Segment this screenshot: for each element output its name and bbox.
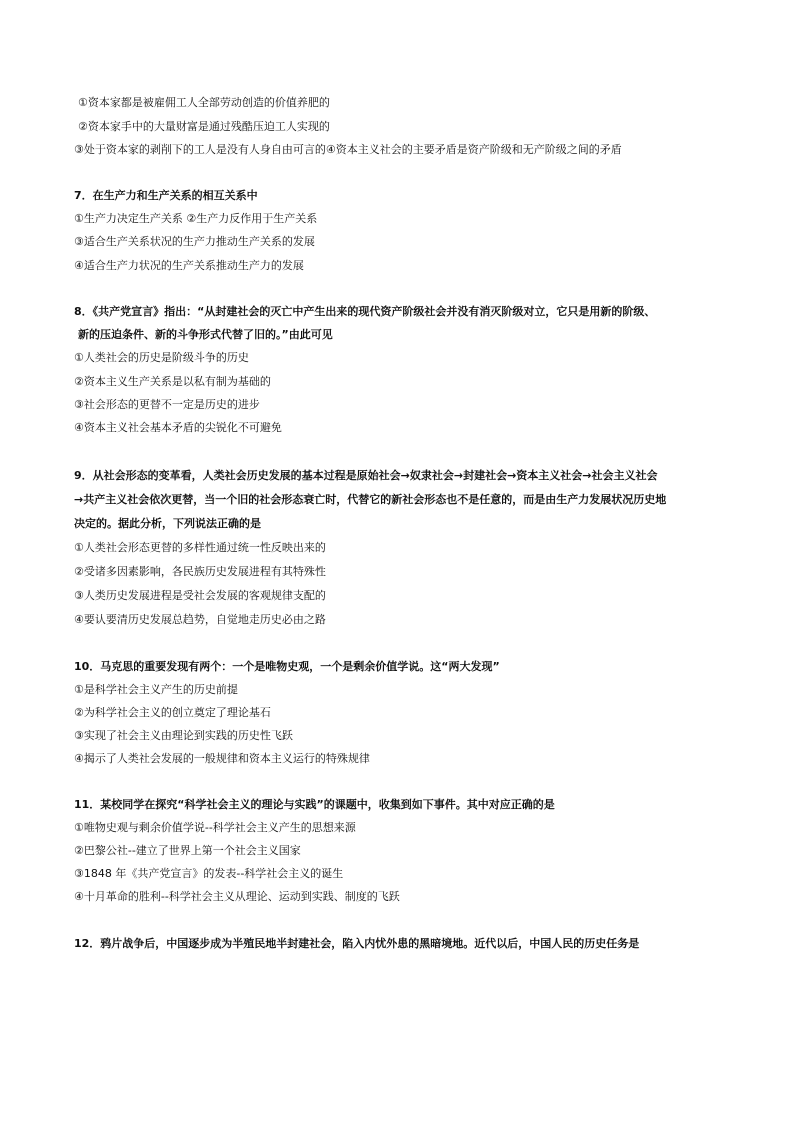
q7-statement-4: ④适合生产力状况的生产关系推动生产力的发展 — [74, 259, 304, 272]
q10-statement-2: ②为科学社会主义的创立奠定了理论基石 — [74, 706, 271, 719]
q7-stem: 7．在生产力和生产关系的相互关系中 — [74, 189, 258, 202]
q8-statement-4: ④资本主义社会基本矛盾的尖锐化不可避免 — [74, 421, 282, 434]
q8-stem-line-1: 8．《共产党宣言》指出：“从封建社会的灭亡中产生出来的现代资产阶级社会并没有消灭阶级对立，它只是用新的阶级、 — [74, 305, 656, 318]
q8-statement-2: ②资本主义生产关系是以私有制为基础的 — [74, 375, 271, 388]
q8-statement-1: ①人类社会的历史是阶级斗争的历史 — [74, 351, 249, 364]
q12-stem: 12．鸦片战争后，中国逐步成为半殖民地半封建社会，陷入内忧外患的黑暗境地。近代以后，中国人民的历史任务是 — [74, 937, 640, 950]
q8-statement-3: ③社会形态的更替不一定是历史的进步 — [74, 398, 260, 411]
q10-statement-4: ④揭示了人类社会发展的一般规律和资本主义运行的特殊规律 — [74, 752, 370, 765]
q9-stem-line-1: 9．从社会形态的变革看，人类社会历史发展的基本过程是原始社会→奴隶社会→封建社会→资本主义社会→社会主义社会 — [74, 469, 658, 482]
q8-stem-line-2: 新的压迫条件、新的斗争形式代替了旧的。”由此可见 — [78, 328, 333, 341]
q9-statement-4: ④要认要清历史发展总趋势，自觉地走历史必由之路 — [74, 613, 326, 626]
q6-statement-3-4: ③处于资本家的剥削下的工人是没有人身自由可言的④资本主义社会的主要矛盾是资产阶级和无产阶级之间的矛盾 — [74, 143, 622, 156]
q7-statement-3: ③适合生产关系状况的生产力推动生产关系的发展 — [74, 235, 315, 248]
q10-statement-3: ③实现了社会主义由理论到实践的历史性飞跃 — [74, 729, 293, 742]
q11-statement-3: ③1848 年《共产党宣言》的发表--科学社会主义的诞生 — [74, 867, 344, 880]
q7-statement-1-2: ①生产力决定生产关系 ②生产力反作用于生产关系 — [74, 212, 318, 225]
q11-statement-1: ①唯物史观与剩余价值学说--科学社会主义产生的思想来源 — [74, 821, 356, 834]
q11-stem: 11．某校同学在探究“科学社会主义的理论与实践”的课题中，收集到如下事件。其中对应正确的是 — [74, 798, 555, 811]
q10-stem: 10．马克思的重要发现有两个：一个是唯物史观，一个是剩余价值学说。这“两大发现” — [74, 660, 500, 673]
q9-stem-line-2: →共产主义社会依次更替，当一个旧的社会形态衰亡时，代替它的新社会形态也不是任意的，而是由生产力发展状况历史地 — [74, 493, 667, 506]
q6-statement-1: ①资本家都是被雇佣工人全部劳动创造的价值养肥的 — [78, 96, 330, 109]
q11-statement-4: ④十月革命的胜利--科学社会主义从理论、运动到实践、制度的飞跃 — [74, 890, 400, 903]
q11-statement-2: ②巴黎公社--建立了世界上第一个社会主义国家 — [74, 844, 301, 857]
q9-statement-1: ①人类社会形态更替的多样性通过统一性反映出来的 — [74, 541, 326, 554]
q9-statement-3: ③人类历史发展进程是受社会发展的客观规律支配的 — [74, 589, 326, 602]
q9-stem-line-3: 决定的。据此分析，下列说法正确的是 — [74, 517, 261, 530]
q6-statement-2: ②资本家手中的大量财富是通过残酷压迫工人实现的 — [78, 120, 330, 133]
q9-statement-2: ②受诸多因素影响，各民族历史发展进程有其特殊性 — [74, 565, 326, 578]
q10-statement-1: ①是科学社会主义产生的历史前提 — [74, 683, 238, 696]
